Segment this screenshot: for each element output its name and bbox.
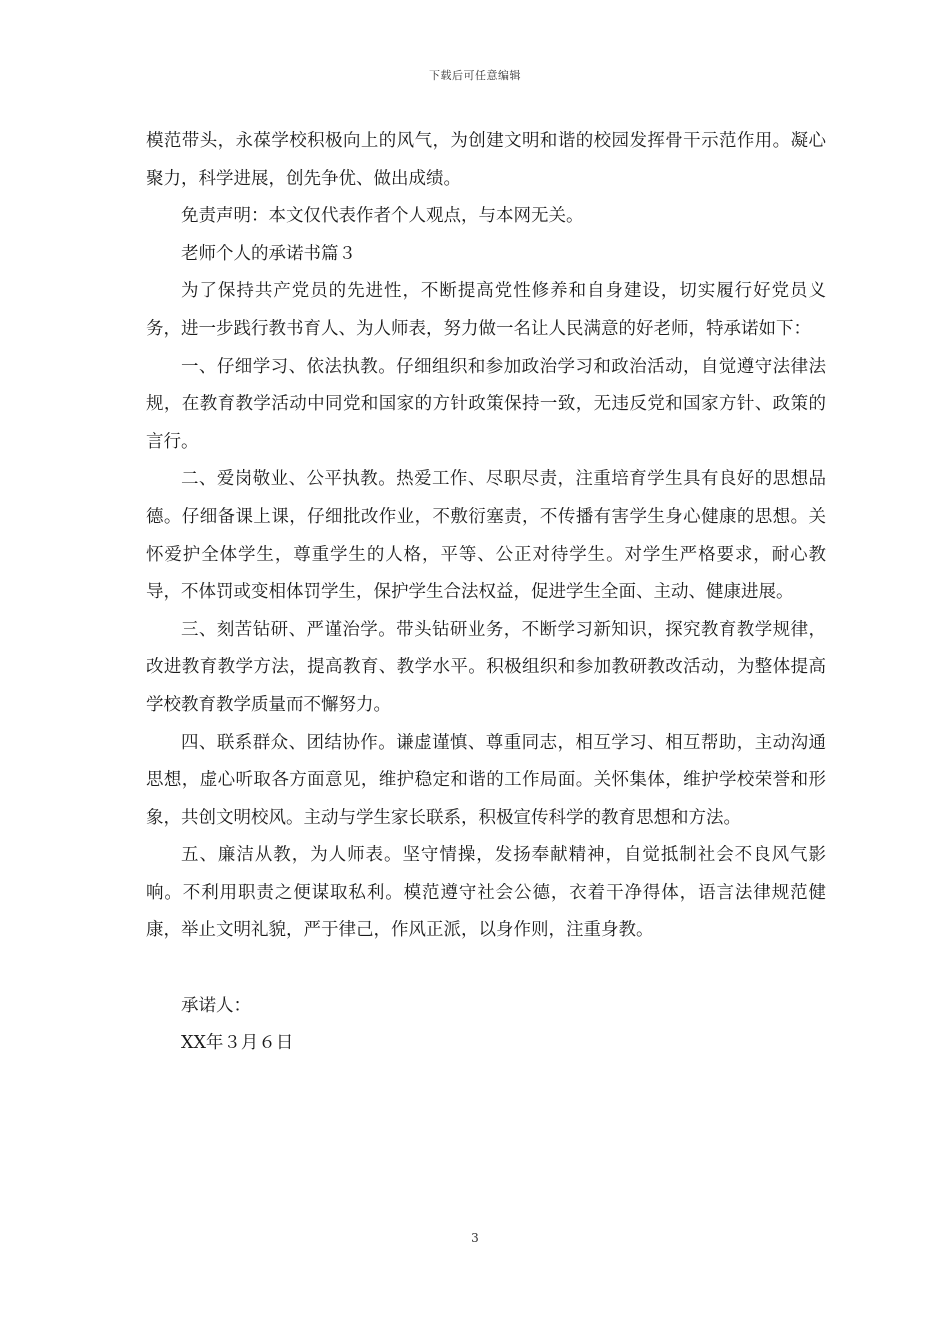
pledge-item-3: 三、刻苦钻研、严谨治学。带头钻研业务，不断学习新知识，探究教育教学规律，改进教育教学方法，提高教育、教学水平。积极组织和参加教研教改活动，为整体提高学校教育教学质量而不懈努力。 xyxy=(146,619,826,715)
intro-paragraph: 为了保持共产党员的先进性，不断提高党性修养和自身建设，切实履行好党员义务，进一步践行教书育人、为人师表，努力做一名让人民满意的好老师，特承诺如下： xyxy=(146,281,826,339)
page-number: 3 xyxy=(471,1231,479,1245)
pledge-item-2: 二、爱岗敬业、公平执教。热爱工作、尽职尽责，注重培育学生具有良好的思想品德。仔细备课上课，仔细批改作业，不敷衍塞责，不传播有害学生身心健康的思想。关怀爱护全体学生，尊重学生的人格，平等、公正对待学生。对学生严格要求，耐心教导，不体罚或变相体罚学生，保护学生合法权益，促进学生全面、主动、健康进展。 xyxy=(146,469,826,603)
page-header: 下载后可任意编辑 xyxy=(429,69,521,82)
blank-line xyxy=(146,950,826,988)
signature-date: XX年３月６日 xyxy=(181,1033,294,1054)
document-body xyxy=(146,123,826,1063)
pledge-item-4: 四、联系群众、团结协作。谦虚谨慎、尊重同志，相互学习、相互帮助，主动沟通思想，虚心听取各方面意见，维护稳定和谐的工作局面。关怀集体，维护学校荣誉和形象，共创文明校风。主动与学生家长联系，积极宣传科学的教育思想和方法。 xyxy=(146,732,826,828)
pledge-item-1: 一、仔细学习、依法执教。仔细组织和参加政治学习和政治活动，自觉遵守法律法规，在教育教学活动中同党和国家的方针政策保持一致，无违反党和国家方针、政策的言行。 xyxy=(146,356,826,452)
paragraph-continued: 模范带头，永葆学校积极向上的风气，为创建文明和谐的校园发挥骨干示范作用。凝心聚力，科学进展，创先争优、做出成绩。 xyxy=(146,131,826,189)
pledge-item-5: 五、廉洁从教，为人师表。坚守情操，发扬奉献精神，自觉抵制社会不良风气影响。不利用职责之便谋取私利。模范遵守社会公德，衣着干净得体，语言法律规范健康，举止文明礼貌，严于律己，作风正派，以身作则，注重身教。 xyxy=(146,845,826,941)
section-title: 老师个人的承诺书篇３ xyxy=(181,243,356,264)
disclaimer-text: 免责声明：本文仅代表作者个人观点，与本网无关。 xyxy=(181,206,584,227)
signer-label: 承诺人： xyxy=(181,995,251,1016)
